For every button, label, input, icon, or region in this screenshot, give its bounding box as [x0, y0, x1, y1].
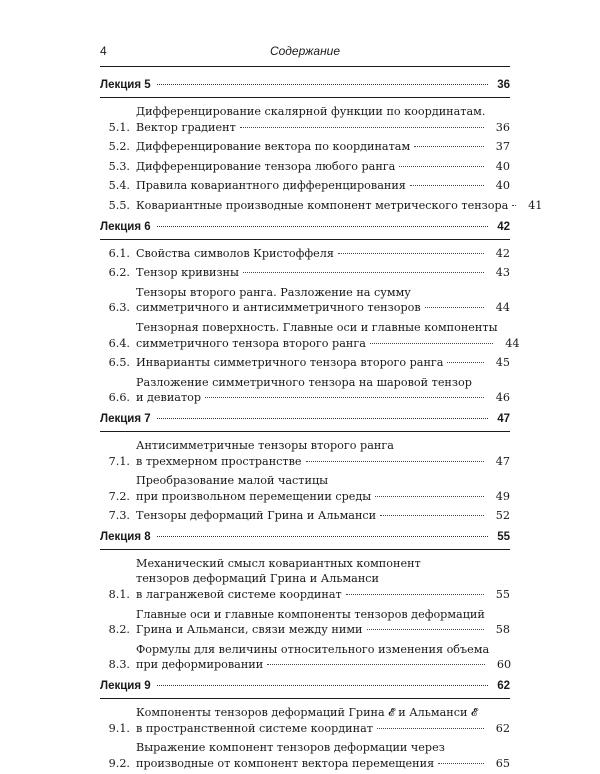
- entry-title-line: Формулы для величины относительного изменения объема: [136, 642, 490, 656]
- entry-number: 6.3.: [108, 301, 130, 315]
- toc-entry: [100, 284, 510, 319]
- toc-entry: [100, 177, 510, 197]
- entry-title: [130, 320, 497, 351]
- entry-title-line: Дифференцирование вектора по координатам: [136, 140, 411, 154]
- dot-leader: [157, 84, 488, 85]
- dot-leader: [447, 362, 484, 363]
- entry-title: [130, 556, 488, 603]
- dot-leader: [414, 146, 484, 147]
- table-of-contents: [100, 75, 543, 774]
- entry-title-line: Инварианты симметричного тензора второго ранга: [136, 356, 444, 370]
- dot-leader: [425, 307, 484, 308]
- entry-title: [130, 198, 520, 214]
- lecture-rule: [100, 549, 510, 550]
- entry-page: 55: [495, 588, 510, 602]
- entry-page: 40: [495, 159, 510, 173]
- entry-title-line: Тензор кривизны: [136, 266, 239, 280]
- dot-leader: [243, 272, 484, 273]
- entry-number: 5.2.: [108, 140, 130, 154]
- entry-number: 5.3.: [108, 159, 130, 173]
- entry-number: 5.1.: [108, 120, 130, 134]
- entry-page: 44: [495, 301, 510, 315]
- lecture-rule: [100, 97, 510, 98]
- entry-title-line: Механический смысл ковариантных компонент: [136, 556, 421, 570]
- lecture-page: 47: [497, 412, 510, 425]
- entry-title: [130, 375, 488, 406]
- lecture-title: Лекция 6: [100, 220, 151, 233]
- dot-leader: [306, 461, 484, 462]
- entry-page: 52: [495, 509, 510, 523]
- page-number: 4: [100, 44, 107, 58]
- entry-title-line: Вектор градиент: [136, 120, 236, 134]
- entry-title: [130, 438, 488, 469]
- toc-entry: [100, 354, 510, 374]
- toc-entry: [100, 704, 510, 739]
- entry-title-line: Разложение симметричного тензора на шаровой тензор: [136, 375, 472, 389]
- entry-number: 7.1.: [108, 454, 130, 468]
- entry-title-line: Преобразование малой частицы: [136, 474, 329, 488]
- toc-entry: [100, 319, 520, 354]
- lecture-heading: [100, 527, 510, 548]
- entry-title: [130, 159, 488, 175]
- entry-page: 45: [495, 356, 510, 370]
- lecture-page: 62: [497, 680, 510, 693]
- entry-title-line: Тензорная поверхность. Главные оси и главные компоненты: [136, 320, 498, 334]
- entry-number: 5.5.: [108, 198, 130, 212]
- entry-title: [130, 178, 488, 194]
- entry-page: 42: [495, 246, 510, 260]
- lecture-page: 55: [497, 530, 510, 543]
- toc-entry: [100, 472, 510, 507]
- entry-page: 65: [495, 756, 510, 770]
- entry-title-line: Антисимметричные тензоры второго ранга: [136, 438, 394, 452]
- dot-leader: [512, 205, 516, 206]
- dot-leader: [380, 515, 484, 516]
- entry-number: 6.6.: [108, 391, 130, 405]
- entry-number: 9.1.: [108, 721, 130, 735]
- entry-title: [130, 705, 488, 736]
- lecture-heading: [100, 217, 510, 238]
- dot-leader: [338, 253, 484, 254]
- entry-title-line: симметричного тензора второго ранга: [136, 336, 366, 350]
- entry-page: 58: [495, 623, 510, 637]
- toc-entry: [100, 606, 510, 641]
- lecture-title: Лекция 8: [100, 530, 151, 543]
- toc-entry: [100, 197, 543, 217]
- header-rule: [100, 66, 510, 67]
- entry-title-line: в пространственной системе координат: [136, 721, 373, 735]
- entry-number: 7.2.: [108, 489, 130, 503]
- dot-leader: [267, 664, 485, 665]
- entry-page: 41: [528, 198, 543, 212]
- entry-title-line: при произвольном перемещении среды: [136, 489, 372, 503]
- dot-leader: [157, 226, 488, 227]
- toc-entry: [100, 641, 510, 676]
- dot-leader: [410, 185, 484, 186]
- toc-entry: [100, 437, 510, 472]
- page-header: [100, 44, 510, 64]
- dot-leader: [370, 343, 494, 344]
- entry-number: 8.1.: [108, 588, 130, 602]
- entry-page: 60: [496, 658, 512, 672]
- lecture-page: 42: [497, 220, 510, 233]
- entry-title: [130, 265, 488, 281]
- lecture-rule: [100, 431, 510, 432]
- entry-page: 37: [495, 140, 510, 154]
- entry-title-line: производные от компонент вектора перемещения: [136, 756, 435, 770]
- toc-entry: [100, 264, 510, 284]
- lecture-title: Лекция 5: [100, 79, 151, 91]
- lecture-page: 36: [497, 79, 510, 91]
- entry-number: 7.3.: [108, 509, 130, 523]
- dot-leader: [157, 418, 488, 419]
- toc-entry: [100, 158, 510, 178]
- entry-title-line: при деформировании: [136, 658, 264, 672]
- dot-leader: [346, 594, 484, 595]
- entry-title: [130, 139, 488, 155]
- entry-number: 5.4.: [108, 179, 130, 193]
- dot-leader: [399, 166, 484, 167]
- entry-page: 47: [495, 454, 510, 468]
- toc-entry: [100, 555, 510, 606]
- entry-title: [130, 246, 488, 262]
- lecture-heading: [100, 676, 510, 697]
- lecture-heading: [100, 75, 510, 96]
- entry-page: 36: [495, 120, 510, 134]
- entry-page: 49: [495, 489, 510, 503]
- entry-title: [130, 285, 488, 316]
- toc-entry: [100, 374, 510, 409]
- toc-entry: [100, 507, 510, 527]
- entry-page: 44: [505, 336, 520, 350]
- entry-title-line: тензоров деформаций Грина и Альманси: [136, 572, 379, 586]
- entry-title: [130, 607, 488, 638]
- entry-title-line: Тензоры деформаций Грина и Альманси: [136, 509, 377, 523]
- dot-leader: [375, 496, 484, 497]
- lecture-rule: [100, 239, 510, 240]
- entry-page: 40: [495, 179, 510, 193]
- dot-leader: [157, 536, 488, 537]
- entry-title-line: Тензоры второго ранга. Разложение на сумму: [136, 285, 411, 299]
- entry-title-line: Правила ковариантного дифференцирования: [136, 179, 406, 193]
- entry-page: 43: [495, 266, 510, 280]
- entry-title-line: симметричного и антисимметричного тензоров: [136, 301, 421, 315]
- entry-title: [130, 355, 488, 371]
- entry-title-line: Дифференцирование тензора любого ранга: [136, 159, 396, 173]
- dot-leader: [377, 728, 484, 729]
- entry-title-line: Грина и Альманси, связи между ними: [136, 623, 363, 637]
- entry-number: 6.5.: [108, 356, 130, 370]
- entry-title-line: Выражение компонент тензоров деформации через: [136, 741, 445, 755]
- entry-title: [130, 642, 489, 673]
- entry-title-line: в лагранжевой системе координат: [136, 588, 342, 602]
- dot-leader: [205, 397, 484, 398]
- entry-title: [130, 473, 488, 504]
- entry-title-line: Дифференцирование скалярной функции по координатам.: [136, 105, 486, 118]
- entry-title-line: и девиатор: [136, 391, 202, 405]
- entry-title-line: Компоненты тензоров деформаций Грина 𝓔̂ и Альманси 𝓔̂: [136, 706, 478, 720]
- entry-page: 46: [495, 391, 510, 405]
- lecture-title: Лекция 9: [100, 680, 151, 693]
- dot-leader: [438, 763, 484, 764]
- entry-number: 6.4.: [108, 336, 130, 350]
- lecture-rule: [100, 698, 510, 699]
- entry-number: 9.2.: [108, 756, 130, 770]
- toc-entry: [100, 138, 510, 158]
- entry-title-line: Главные оси и главные компоненты тензоров деформаций: [136, 607, 485, 621]
- entry-number: 6.2.: [108, 266, 130, 280]
- dot-leader: [157, 685, 488, 686]
- dot-leader: [240, 127, 484, 128]
- toc-entry: [100, 103, 510, 138]
- dot-leader: [367, 629, 484, 630]
- entry-title: [130, 508, 488, 524]
- lecture-heading: [100, 409, 510, 430]
- lecture-title: Лекция 7: [100, 412, 151, 425]
- entry-title-line: Ковариантные производные компонент метрического тензора: [136, 198, 509, 212]
- running-title: Содержание: [269, 44, 341, 58]
- entry-page: 62: [495, 721, 510, 735]
- entry-title: [130, 104, 488, 135]
- entry-number: 6.1.: [108, 246, 130, 260]
- entry-number: 8.2.: [108, 623, 130, 637]
- toc-entry: [100, 739, 510, 774]
- entry-number: 8.3.: [108, 658, 130, 672]
- toc-entry: [100, 245, 510, 265]
- entry-title: [130, 740, 488, 771]
- entry-title-line: Свойства символов Кристоффеля: [136, 246, 334, 260]
- entry-title-line: в трехмерном пространстве: [136, 454, 302, 468]
